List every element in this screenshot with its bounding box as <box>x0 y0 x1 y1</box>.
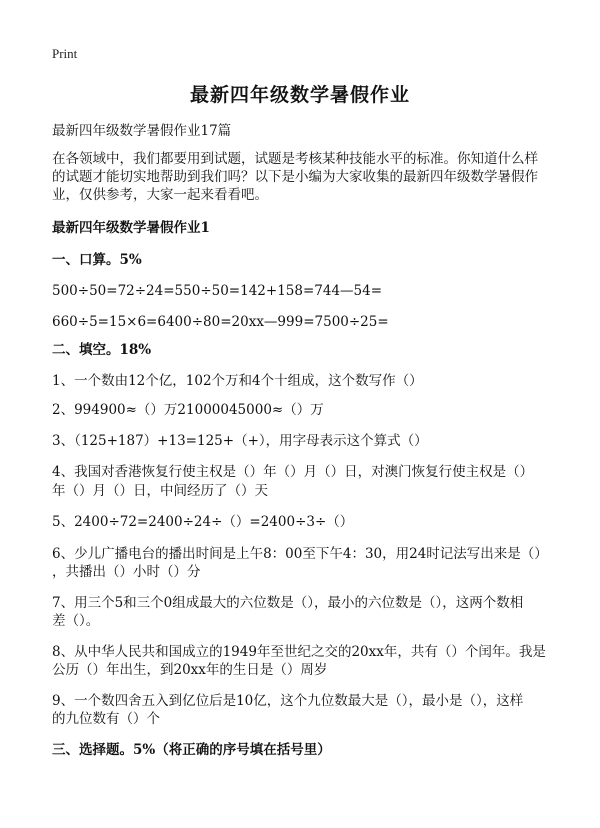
part2-heading: 二、填空。18% <box>52 342 152 358</box>
question-9-line-1: 9、一个数四舍五入到亿位后是10亿，这个九位数最大是（），最小是（），这样 <box>52 693 524 709</box>
question-2: 2、994900≈（）万21000045000≈（）万 <box>52 402 324 418</box>
question-7-line-2: 差（）。 <box>52 613 100 629</box>
question-5: 5、2400÷72=2400÷24÷（）=2400÷3÷（） <box>52 514 354 530</box>
part3-heading: 三、选择题。5%（将正确的序号填在括号里） <box>52 742 331 758</box>
intro-line-3: 业，仅供参考，大家一起来看看吧。 <box>52 187 268 203</box>
question-7-line-1: 7、用三个5和三个0组成最大的六位数是（），最小的六位数是（），这两个数相 <box>52 595 524 611</box>
question-6-line-1: 6、少儿广播电台的播出时间是上午8：00至下午4：30，用24时记法写出来是（） <box>52 546 548 562</box>
question-1: 1、一个数由12个亿，102个万和4个十组成，这个数写作（） <box>52 373 423 389</box>
part1-row-1: 500÷50=72÷24=550÷50=142+158=744—54= <box>52 283 383 299</box>
page-title: 最新四年级数学暑假作业 <box>189 84 410 106</box>
intro-line-1: 在各领域中，我们都要用到试题，试题是考核某种技能水平的标准。你知道什么样 <box>52 151 538 167</box>
section-title: 最新四年级数学暑假作业1 <box>52 220 210 236</box>
question-3: 3、（125+187）+13=125+（+），用字母表示这个算式（） <box>52 433 428 449</box>
question-6-line-2: ，共播出（）小时（）分 <box>52 564 201 580</box>
question-4-line-1: 4、我国对香港恢复行使主权是（）年（）月（）日，对澳门恢复行使主权是（） <box>52 464 534 480</box>
question-9-line-2: 的九位数有（）个 <box>52 711 160 727</box>
intro-line-2: 的试题才能切实地帮助到我们吗？以下是小编为大家收集的最新四年级数学暑假作 <box>52 169 538 185</box>
question-4-line-2: 年（）月（）日，中间经历了（）天 <box>52 483 268 499</box>
part1-heading: 一、口算。5% <box>52 252 142 268</box>
question-8-line-1: 8、从中华人民共和国成立的1949年至世纪之交的20xx年，共有（）个闰年。我是 <box>52 644 546 660</box>
question-8-line-2: 公历（）年出生，到20xx年的生日是（）周岁 <box>52 662 328 678</box>
print-link[interactable]: Print <box>52 46 78 61</box>
subtitle: 最新四年级数学暑假作业17篇 <box>52 123 232 139</box>
part1-row-2: 660÷5=15×6=6400÷80=20xx—999=7500÷25= <box>52 314 389 330</box>
